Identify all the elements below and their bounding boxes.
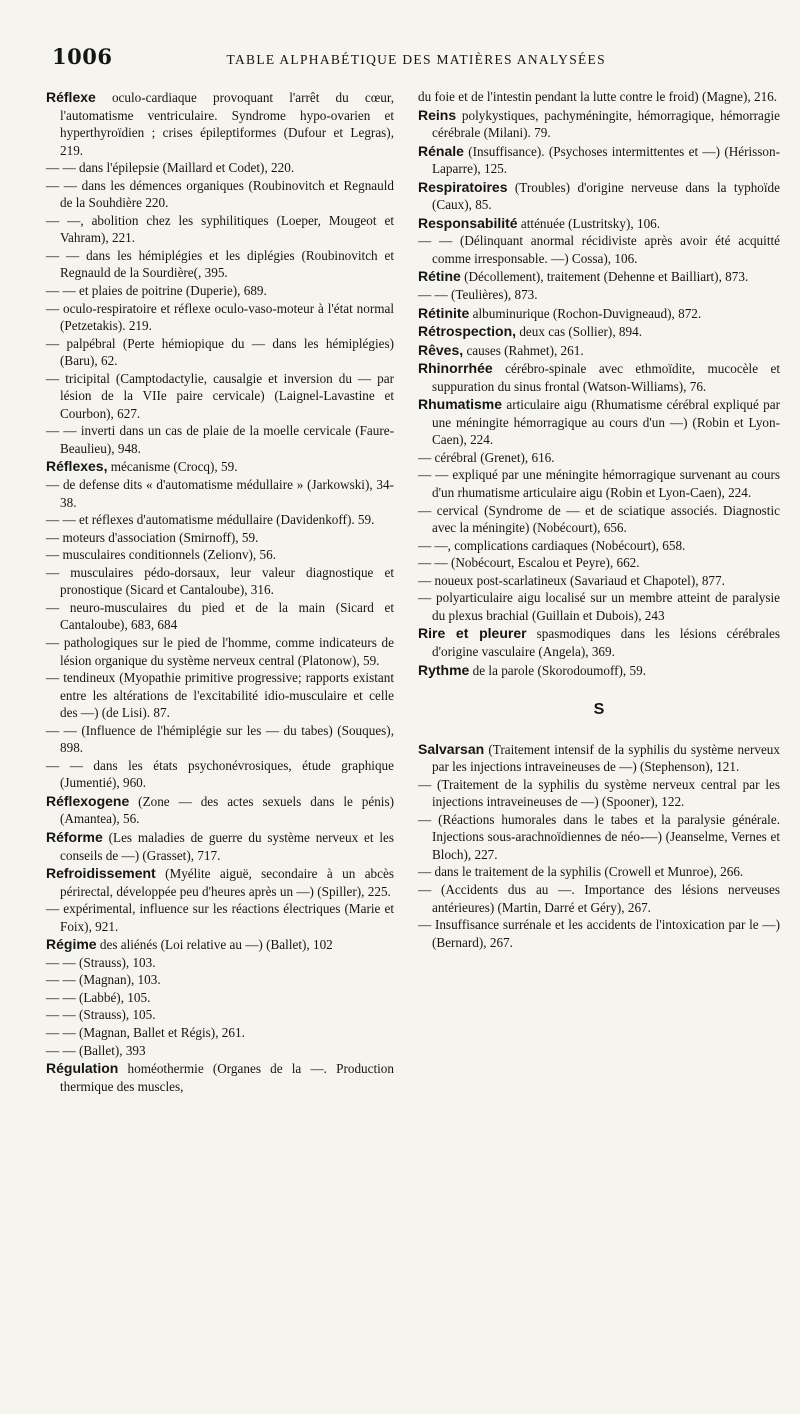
entry-headword: Rhumatisme [418,396,503,413]
entry-headword: Rétrospection, [418,323,517,340]
index-entry [418,143,780,178]
index-entry [418,268,780,286]
entry-headword: Régime [46,936,97,953]
entry-headword: Rétine [418,268,461,285]
entry-headword: Réflexe [46,89,96,105]
entry-headword: Régulation [46,1060,119,1077]
entry-headword: Rénale [418,142,464,159]
index-subentry: — (Accidents dus au —. Importance des lésions nerveuses antérieures) (Martin, Darré et Géry), 267. [418,881,780,915]
entry-text: (Zone — des actes sexuels dans le pénis) (Amantea), 56. [60,793,394,827]
index-entry [46,1060,394,1095]
entry-text: causes (Rahmet), 261. [463,342,584,358]
entry-text: atténuée (Lustritsky), 106. [517,215,661,231]
index-subentry: — moteurs d'association (Smirnoff), 59. [46,529,259,545]
entry-headword: Reins [418,106,457,123]
index-entry [46,458,394,476]
entry-headword: Salvarsan [418,740,485,757]
index-entry [46,865,394,900]
index-subentry: — — (Strauss), 103. [46,954,156,970]
index-entry [418,323,780,341]
entry-text: (Myélite aiguë, secondaire à un abcès périrectal, développée peu d'heures après un —) (Spiller), 225. [60,866,394,899]
index-subentry: — — (Nobécourt, Escalou et Peyre), 662. [418,555,640,571]
entry-headword: Réforme [46,828,103,845]
index-subentry: — palpébral (Perte hémiopique du — dans les hémiplégies) (Baru), 62. [46,335,394,369]
index-entry [46,89,394,159]
index-subentry: — oculo-respiratoire et réflexe oculo-vaso-moteur à l'état normal (Petzetakis). 219. [46,300,394,334]
entry-headword: Respiratoires [418,178,508,195]
index-subentry: — cervical (Syndrome de — et de sciatique associés. Diagnostic avec la méningite) (Nobécourt), 656. [418,502,780,536]
index-subentry: — — expliqué par une méningite hémorragique survenant au cours d'un rhumatisme articulaire aigu (Robin et Lyon-Caen), 224. [418,467,780,501]
entry-text: de la parole (Skorodoumoff), 59. [469,662,647,678]
entry-text: oculo-cardiaque provoquant l'arrêt du cœur, l'automatisme ventriculaire. Syndrome hypo-ovarien et hyperthyroïdien ; crises épileptiformes (Dufour et Legras), 219. [60,90,394,158]
section-letter: S [593,701,605,719]
index-entry [418,179,780,214]
index-subentry: — — (Influence de l'hémiplégie sur les — du tabes) (Souques), 898. [46,722,394,756]
index-entry [46,936,394,954]
running-title: TABLE ALPHABÉTIQUE DES MATIÈRES ANALYSÉES [226,52,606,67]
index-subentry: — musculaires pédo-dorsaux, leur valeur diagnostique et pronostique (Sicard et Cantaloube), 316. [46,564,394,598]
entry-text: articulaire aigu (Rhumatisme cérébral expliqué par une méningite hémorragique au cours d'un —) (Robin et Lyon-Caen), 224. [432,397,780,448]
entry-headword: Rire et pleurer [418,625,527,642]
entry-text: deux cas (Sollier), 894. [516,324,642,340]
entry-text: spasmodiques dans les lésions cérébrales d'origine vasculaire (Angela), 369. [432,626,780,659]
index-subentry: — — et réflexes d'automatisme médullaire (Davidenkoff). 59. [46,512,375,528]
index-subentry: — (Traitement de la syphilis du système nerveux central par les injections intraveineuses de —) (Spooner), 122. [418,776,780,810]
index-subentry: — tendineux (Myopathie primitive progressive; rapports existant entre les altérations de l'excitabilité idio-musculaire et celle des —) (de Lisi). 87. [46,670,394,721]
entry-text: (Décollement), traitement (Dehenne et Bailliart), 873. [460,269,749,285]
entry-headword: Responsabilité [418,214,518,231]
index-subentry: — musculaires conditionnels (Zelionv), 56. [46,547,277,563]
index-subentry: — de defense dits « d'automatisme médullaire » (Jarkowski), 34-38. [46,477,394,510]
index-subentry: — — (Labbé), 105. [46,989,151,1005]
entry-text: (Les maladies de guerre du système nerveux et les conseils de —) (Grasset), 717. [60,829,394,863]
index-subentry: — — (Strauss), 105. [46,1007,156,1023]
index-subentry: — polyarticulaire aigu localisé sur un membre atteint de paralysie du plexus brachial (Guillain et Dubois), 243 [418,590,780,623]
entry-text: (Traitement intensif de la syphilis du système nerveux par les injections intraveineuses de —) (Stephenson), 121. [432,741,780,775]
index-subentry: — cérébral (Grenet), 616. [418,449,555,465]
index-subentry: — neuro-musculaires du pied et de la main (Sicard et Cantaloube), 683, 684 [46,599,394,633]
entry-headword: Refroidissement [46,865,156,882]
index-subentry: — —, complications cardiaques (Nobécourt), 658. [418,537,686,553]
entry-headword: Rétinite [418,304,470,321]
index-subentry: — expérimental, influence sur les réactions électriques (Marie et Foix), 921. [46,901,394,934]
index-subentry: — (Réactions humorales dans le tabes et la paralysie générale. Injections sous-arachnoïdiennes de néo-—) (Jeanselme, Vernes et Bloch), 227. [418,811,780,862]
entry-headword: Réflexes, [46,458,108,475]
index-entry [418,396,780,449]
entry-text: polykystiques, pachyméningite, hémorragique, hémorragie cérébrale (Milani). 79. [432,107,780,141]
index-entry [418,342,780,360]
page-number: 1006 [52,44,113,69]
index-subentry: — — (Délinquant anormal récidiviste après avoir été acquitté comme irresponsable. —) Cossa), 106. [418,233,780,266]
entry-text: des aliénés (Loi relative au —) (Ballet), 102 [96,937,333,953]
entry-headword: Rythme [418,661,470,678]
index-subentry: — —, abolition chez les syphilitiques (Loeper, Mougeot et Vahram), 221. [46,212,394,246]
index-subentry: — pathologiques sur le pied de l'homme, comme indicateurs de lésion organique du système nerveux central (Platonow), 59. [46,634,394,668]
entry-headword: Réflexogene [46,792,130,809]
page-header [52,44,760,69]
entry-text: (Insuffisance). (Psychoses intermittentes et —) (Hérisson-Laparre), 125. [432,143,780,177]
index-entry [418,107,780,142]
left-column [46,88,394,1095]
index-subentry: — — (Magnan), 103. [46,972,161,988]
index-subentry: — — et plaies de poitrine (Duperie), 689. [46,283,267,299]
index-subentry: — — (Ballet), 393 [46,1042,146,1058]
entry-text: cérébro-spinale avec ethmoïdite, mucocèle et suppuration du sinus frontal (Watson-Williams), 76. [432,361,780,394]
index-subentry: — Insuffisance surrénale et les accidents de l'intoxication par le —) (Bernard), 267. [418,917,780,950]
index-subentry: — tricipital (Camptodactylie, causalgie et inversion du — par lésion de la VIIe paire cervicale) (Laignel-Lavastine et Courbon), 627. [46,370,394,421]
index-subentry: — — (Teulières), 873. [418,287,538,303]
entry-text: (Troubles) d'origine nerveuse dans la typhoïde (Caux), 85. [432,179,780,213]
index-entry [46,829,394,864]
index-subentry: — — (Magnan, Ballet et Régis), 261. [46,1024,245,1040]
index-entry [418,360,780,395]
entry-text: mécanisme (Crocq), 59. [107,459,238,475]
index-subentry: — — dans les démences organiques (Roubinovitch et Regnauld de la Souhdière 220. [46,177,394,211]
entry-headword: Rêves, [418,341,464,358]
index-subentry: — noueux post-scarlatineux (Savariaud et Chapotel), 877. [418,572,725,588]
index-entry [46,793,394,828]
entry-headword: Rhinorrhée [418,360,493,377]
entry-text: albuminurique (Rochon-Duvigneaud), 872. [469,305,702,321]
index-subentry: du foie et de l'intestin pendant la lutte contre le froid) (Magne), 216. [418,89,778,104]
entry-text: homéothermie (Organes de la —. Production thermique des muscles, [60,1061,394,1094]
index-subentry: — — inverti dans un cas de plaie de la moelle cervicale (Faure-Beaulieu), 948. [46,423,394,456]
index-entry [418,215,780,233]
index-subentry: — dans le traitement de la syphilis (Crowell et Munroe), 266. [418,864,744,880]
index-entry [418,662,780,680]
index-subentry: — — dans l'épilepsie (Maillard et Codet), 220. [46,160,295,176]
right-column [418,88,780,951]
index-entry [418,741,780,776]
index-entry [418,305,780,323]
index-entry [418,625,780,660]
index-subentry: — — dans les hémiplégies et les diplégies (Roubinovitch et Regnauld de la Sourdière(, 395. [46,247,394,281]
index-subentry: — — dans les états psychonévrosiques, étude graphique (Jumentié), 960. [46,757,394,791]
